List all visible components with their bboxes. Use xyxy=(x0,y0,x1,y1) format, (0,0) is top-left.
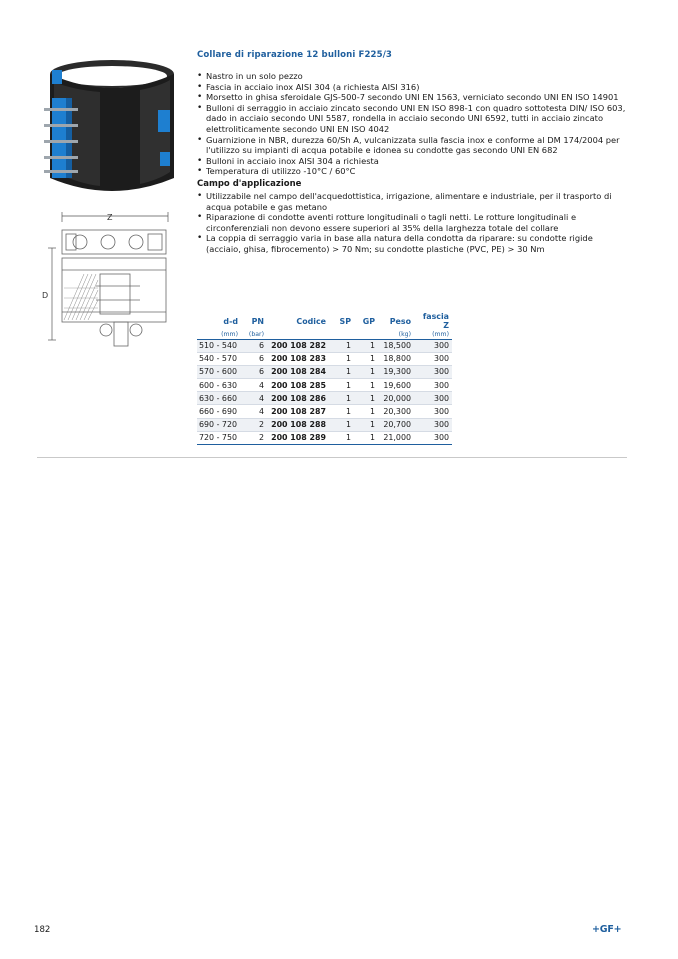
list-item: • Bulloni di serraggio in acciaio zincato secondo UNI EN ISO 898-1 con quadro sottotesta DIN/ ISO 603, dado in acciaio secondo UNI 5587, rondella in acciaio secondo UNI 6592, tutti in acciaio zincato elettroliticamente secondo UNI EN ISO 4042 xyxy=(197,103,629,135)
cell-fascia-z: 300 xyxy=(414,431,452,444)
cell-dd: 510 - 540 xyxy=(197,339,241,352)
cell-pn: 4 xyxy=(241,379,267,392)
unit-gp xyxy=(354,330,378,339)
table-row xyxy=(197,365,452,378)
unit-pn: (bar) xyxy=(241,330,267,339)
cell-gp: 1 xyxy=(354,379,378,392)
cell-pn: 6 xyxy=(241,339,267,352)
list-item: • Fascia in acciaio inox AISI 304 (a richiesta AISI 316) xyxy=(197,82,629,93)
header-codice: Codice xyxy=(296,316,326,326)
cell-dd: 630 - 660 xyxy=(197,392,241,405)
header-dd: d-d xyxy=(223,316,238,326)
table-row xyxy=(197,418,452,431)
unit-fascia-z: (mm) xyxy=(414,330,452,339)
table-row xyxy=(197,352,452,365)
cell-codice: 200 108 282 xyxy=(267,339,329,352)
cell-sp: 1 xyxy=(329,379,354,392)
cell-pn: 2 xyxy=(241,418,267,431)
cell-fascia-z: 300 xyxy=(414,392,452,405)
table-row xyxy=(197,405,452,418)
product-title: Collare di riparazione 12 bulloni F225/3 xyxy=(197,50,393,60)
cell-codice: 200 108 285 xyxy=(267,379,329,392)
table-row xyxy=(197,431,452,444)
cell-fascia-z: 300 xyxy=(414,339,452,352)
cell-codice: 200 108 283 xyxy=(267,352,329,365)
page-number: 182 xyxy=(34,925,51,935)
unit-codice xyxy=(267,330,329,339)
cell-peso: 18,500 xyxy=(378,339,414,352)
product-photo xyxy=(40,52,180,202)
cell-dd: 540 - 570 xyxy=(197,352,241,365)
cell-sp: 1 xyxy=(329,352,354,365)
list-item: • La coppia di serraggio varia in base alla natura della condotta da riparare: su condotte rigide (acciaio, ghisa, fibrocemento) > 70 Nm; su condotte plastiche (PVC, PE) > 30 Nm xyxy=(197,233,629,254)
feature-list xyxy=(197,71,629,177)
cell-sp: 1 xyxy=(329,431,354,444)
cell-gp: 1 xyxy=(354,405,378,418)
cell-gp: 1 xyxy=(354,418,378,431)
header-gp: GP xyxy=(362,316,375,326)
table-units-row xyxy=(197,330,452,339)
table-row xyxy=(197,339,452,352)
cell-dd: 720 - 750 xyxy=(197,431,241,444)
header-fascia-z: fascia Z xyxy=(422,312,449,330)
cell-sp: 1 xyxy=(329,418,354,431)
cell-peso: 20,300 xyxy=(378,405,414,418)
cell-sp: 1 xyxy=(329,339,354,352)
cell-peso: 19,300 xyxy=(378,365,414,378)
list-item: • Guarnizione in NBR, durezza 60/Sh A, vulcanizzata sulla fascia inox e conforme al DM 174/2004 per l'utilizzo su impianti di acqua potabile e idonea su condotte gas secondo UNI EN 682 xyxy=(197,135,629,156)
list-item: • Temperatura di utilizzo -10°C / 60°C xyxy=(197,166,629,177)
cell-fascia-z: 300 xyxy=(414,379,452,392)
dimension-z-label: Z xyxy=(107,213,113,222)
cell-peso: 21,000 xyxy=(378,431,414,444)
cell-gp: 1 xyxy=(354,365,378,378)
cell-pn: 2 xyxy=(241,431,267,444)
section-divider xyxy=(37,457,627,458)
application-list xyxy=(197,191,629,255)
gf-logo: +GF+ xyxy=(592,924,622,935)
cell-peso: 20,700 xyxy=(378,418,414,431)
cell-peso: 19,600 xyxy=(378,379,414,392)
cell-pn: 6 xyxy=(241,365,267,378)
cell-dd: 600 - 630 xyxy=(197,379,241,392)
list-item: • Nastro in un solo pezzo xyxy=(197,71,629,82)
list-item: • Riparazione di condotte aventi rotture longitudinali o tagli netti. Le rotture longitudinali e circonferenziali non devono essere superiori al 35% della larghezza totale del collare xyxy=(197,212,629,233)
unit-peso: (kg) xyxy=(378,330,414,339)
header-pn: PN xyxy=(251,316,264,326)
list-item: • Utilizzabile nel campo dell'acquedottistica, irrigazione, alimentare e industriale, per il trasporto di acqua potabile e gas metano xyxy=(197,191,629,212)
table-header-row xyxy=(197,312,452,330)
specification-table xyxy=(197,312,452,445)
cell-fascia-z: 300 xyxy=(414,418,452,431)
cell-gp: 1 xyxy=(354,392,378,405)
cell-codice: 200 108 289 xyxy=(267,431,329,444)
cell-fascia-z: 300 xyxy=(414,365,452,378)
cell-codice: 200 108 286 xyxy=(267,392,329,405)
cell-sp: 1 xyxy=(329,365,354,378)
cell-dd: 690 - 720 xyxy=(197,418,241,431)
list-item: • Bulloni in acciaio inox AISI 304 a richiesta xyxy=(197,156,629,167)
header-sp: SP xyxy=(339,316,351,326)
cell-pn: 6 xyxy=(241,352,267,365)
cell-sp: 1 xyxy=(329,405,354,418)
cell-codice: 200 108 288 xyxy=(267,418,329,431)
unit-dd: (mm) xyxy=(197,330,241,339)
cell-fascia-z: 300 xyxy=(414,405,452,418)
application-heading: Campo d'applicazione xyxy=(197,178,302,189)
cell-fascia-z: 300 xyxy=(414,352,452,365)
cell-codice: 200 108 284 xyxy=(267,365,329,378)
cell-dd: 570 - 600 xyxy=(197,365,241,378)
cell-pn: 4 xyxy=(241,392,267,405)
cell-gp: 1 xyxy=(354,431,378,444)
table-row xyxy=(197,379,452,392)
cell-peso: 18,800 xyxy=(378,352,414,365)
cell-gp: 1 xyxy=(354,339,378,352)
cell-pn: 4 xyxy=(241,405,267,418)
cell-peso: 20,000 xyxy=(378,392,414,405)
technical-drawing xyxy=(40,208,190,356)
cell-sp: 1 xyxy=(329,392,354,405)
product-description xyxy=(197,50,629,255)
cell-codice: 200 108 287 xyxy=(267,405,329,418)
cell-dd: 660 - 690 xyxy=(197,405,241,418)
header-peso: Peso xyxy=(389,316,411,326)
repair-clamp-illustration xyxy=(40,52,180,202)
dimension-d-label: D xyxy=(42,291,49,300)
cell-gp: 1 xyxy=(354,352,378,365)
unit-sp xyxy=(329,330,354,339)
table-row xyxy=(197,392,452,405)
list-item: • Morsetto in ghisa sferoidale GJS-500-7 secondo UNI EN 1563, verniciato secondo UNI EN ISO 14901 xyxy=(197,92,629,103)
